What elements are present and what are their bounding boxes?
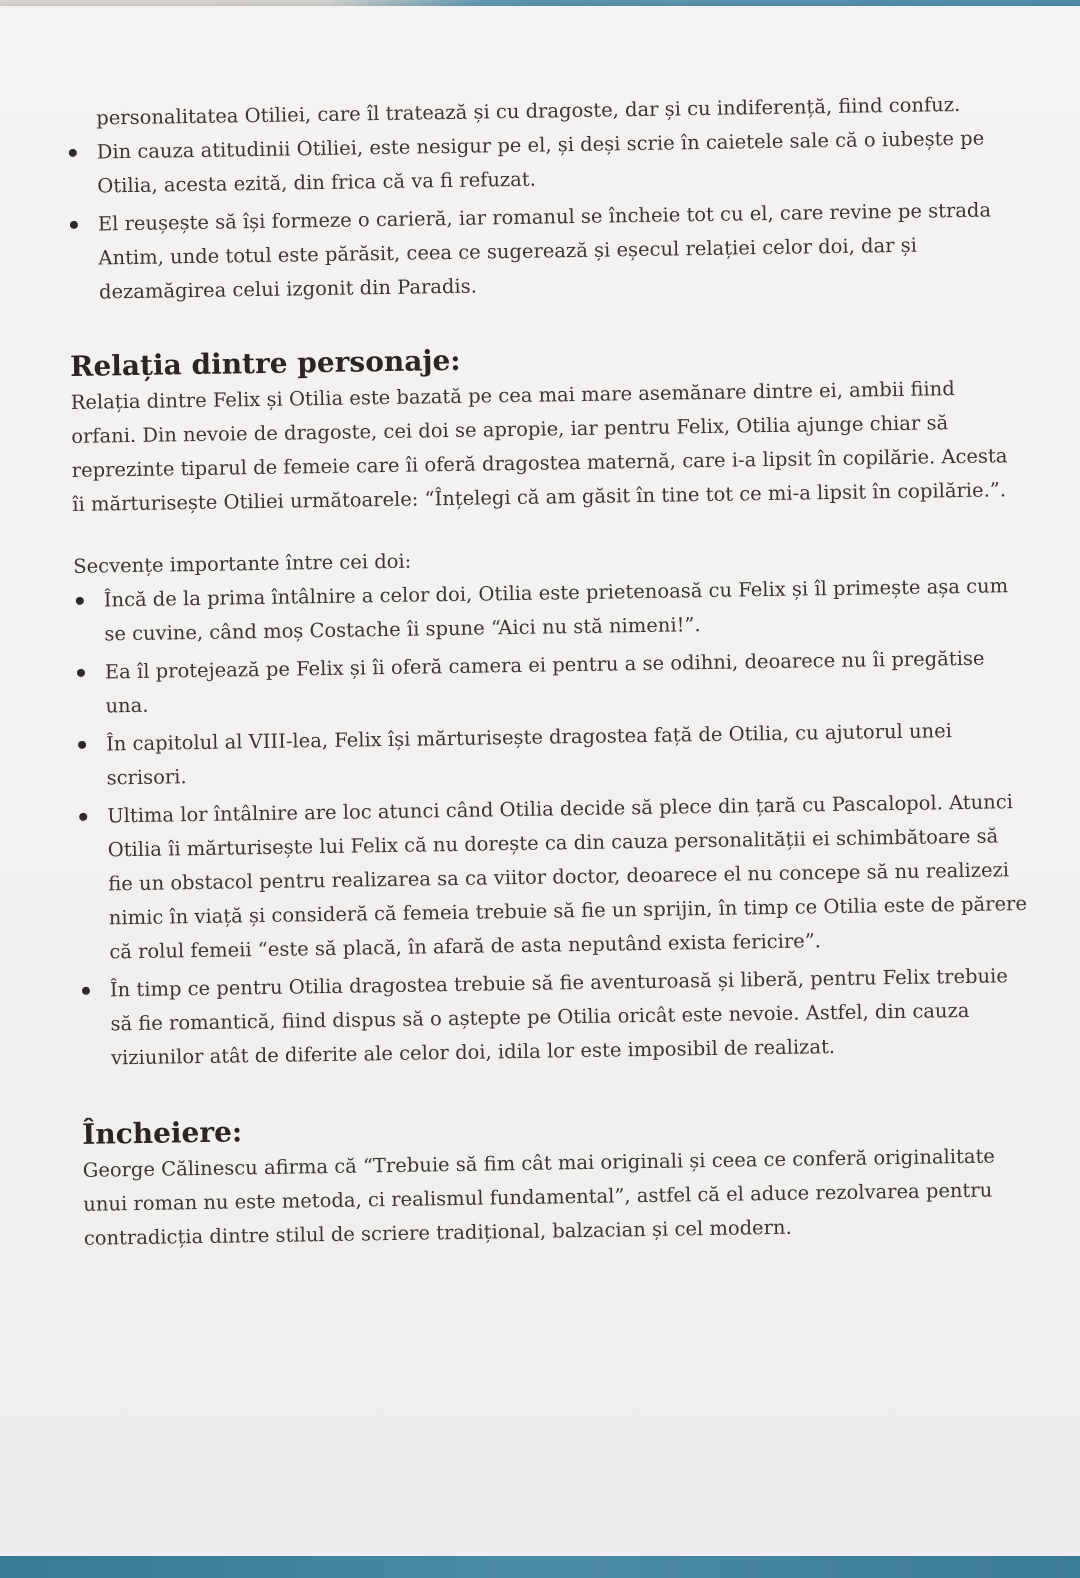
bullet-icon (79, 813, 87, 821)
bullet-icon (69, 149, 77, 157)
list-item (75, 641, 1026, 724)
continuation-text: personalitatea Otiliei, care îl tratează și cu dragoste, dar și cu indiferență, fiind confuz. (96, 92, 961, 130)
list-item-text: Încă de la prima întâlnire a celor doi, Otilia este prietenoasă cu Felix și îl primește așa cum se cuvine, când moș Costache îi spune “Aici nu stă nimeni!”. (103, 574, 1009, 646)
bullet-icon (76, 597, 84, 605)
section-heading-incheiere: Încheiere: (81, 1115, 243, 1151)
section-heading-relatia: Relația dintre personaje: (69, 343, 461, 383)
paper-sheet (0, 6, 1080, 1558)
background-bottom-edge (0, 1556, 1080, 1578)
list-item-text: El reușește să își formeze o carieră, iar romanul se încheie tot cu el, care revine pe strada Antim, unde totul este părăsit, ceea ce sugerează și eșecul relației celor doi, dar și dezamăgirea celui izgonit din Paradis. (97, 198, 992, 304)
bullet-icon (78, 741, 86, 749)
secvente-subheading: Secvențe importante între cei doi: (73, 549, 412, 578)
secvente-bullet-list (74, 569, 1032, 1076)
list-item (67, 121, 1018, 204)
list-item-text: Ea îl protejează pe Felix și îi oferă camera ei pentru a se odihni, deoarece nu îi pregătise una. (104, 646, 985, 718)
list-item-text: În timp ce pentru Otilia dragostea trebuie să fie aventuroasă și liberă, pentru Felix trebuie să fie romantică, fiind dispus să o aștepte pe Otilia oricât este nevoie. Astfel, din cauza viziunilor atât de diferite ale celor doi, idila lor este imposibil de realizat. (109, 964, 1009, 1070)
bullet-icon (77, 669, 85, 677)
incheiere-paragraph: George Călinescu afirma că “Trebuie să fim cât mai originali și ceea ce conferă originalitate unui roman nu este metoda, ci realismul fundamental”, astfel că el aduce rezolvarea pentru contradicția dintre stilul de scriere tradițional, balzacian și cel modern. (82, 1144, 996, 1250)
list-item-text: Din cauza atitudinii Otiliei, este nesigur pe el, și deși scrie în caietele sale că o iubește pe Otilia, acesta ezită, din frica că va fi refuzat. (96, 126, 985, 198)
list-item (68, 193, 1019, 310)
list-item (80, 959, 1031, 1076)
document-content (66, 87, 1034, 1256)
list-item-text: În capitolul al VIII-lea, Felix își mărturisește dragostea față de Otilia, cu ajutorul unei scrisori. (105, 719, 953, 790)
list-item (76, 713, 1027, 796)
relatia-paragraph: Relația dintre Felix și Otilia este bazată pe cea mai mare asemănare dintre ei, ambii fiind orfani. Din nevoie de dragoste, cei doi se apropie, iar pentru Felix, Otilia ajunge chiar să reprezinte tiparul de femeie care îi oferă dragostea maternă, care i-a lipsit în copilărie. Acesta îi mărturisește Otiliei următoarele: “Înțelegi că am găsit în tine tot ce mi-a lipsit în copilărie.”. (70, 377, 1008, 516)
list-item-text: Ultima lor întâlnire are loc atunci când Otilia decide să plece din țară cu Pascalopol. Atunci Otilia îi mărturisește lui Felix că nu dorește ca din cauza personalității ei schimbătoare să fie un obstacol pentru realizarea sa ca viitor doctor, deoarece el nu concepe să nu realizezi nimic în viață și consideră că femeia trebuie să fie un sprijin, în timp ce Otilia este de părere că rolul femeii “este să placă, în afară de asta neputând exista fericire”. (107, 790, 1028, 964)
list-item (77, 785, 1030, 970)
top-bullet-list (67, 121, 1020, 310)
bullet-icon (70, 221, 78, 229)
list-item (74, 569, 1025, 652)
bullet-icon (82, 987, 90, 995)
